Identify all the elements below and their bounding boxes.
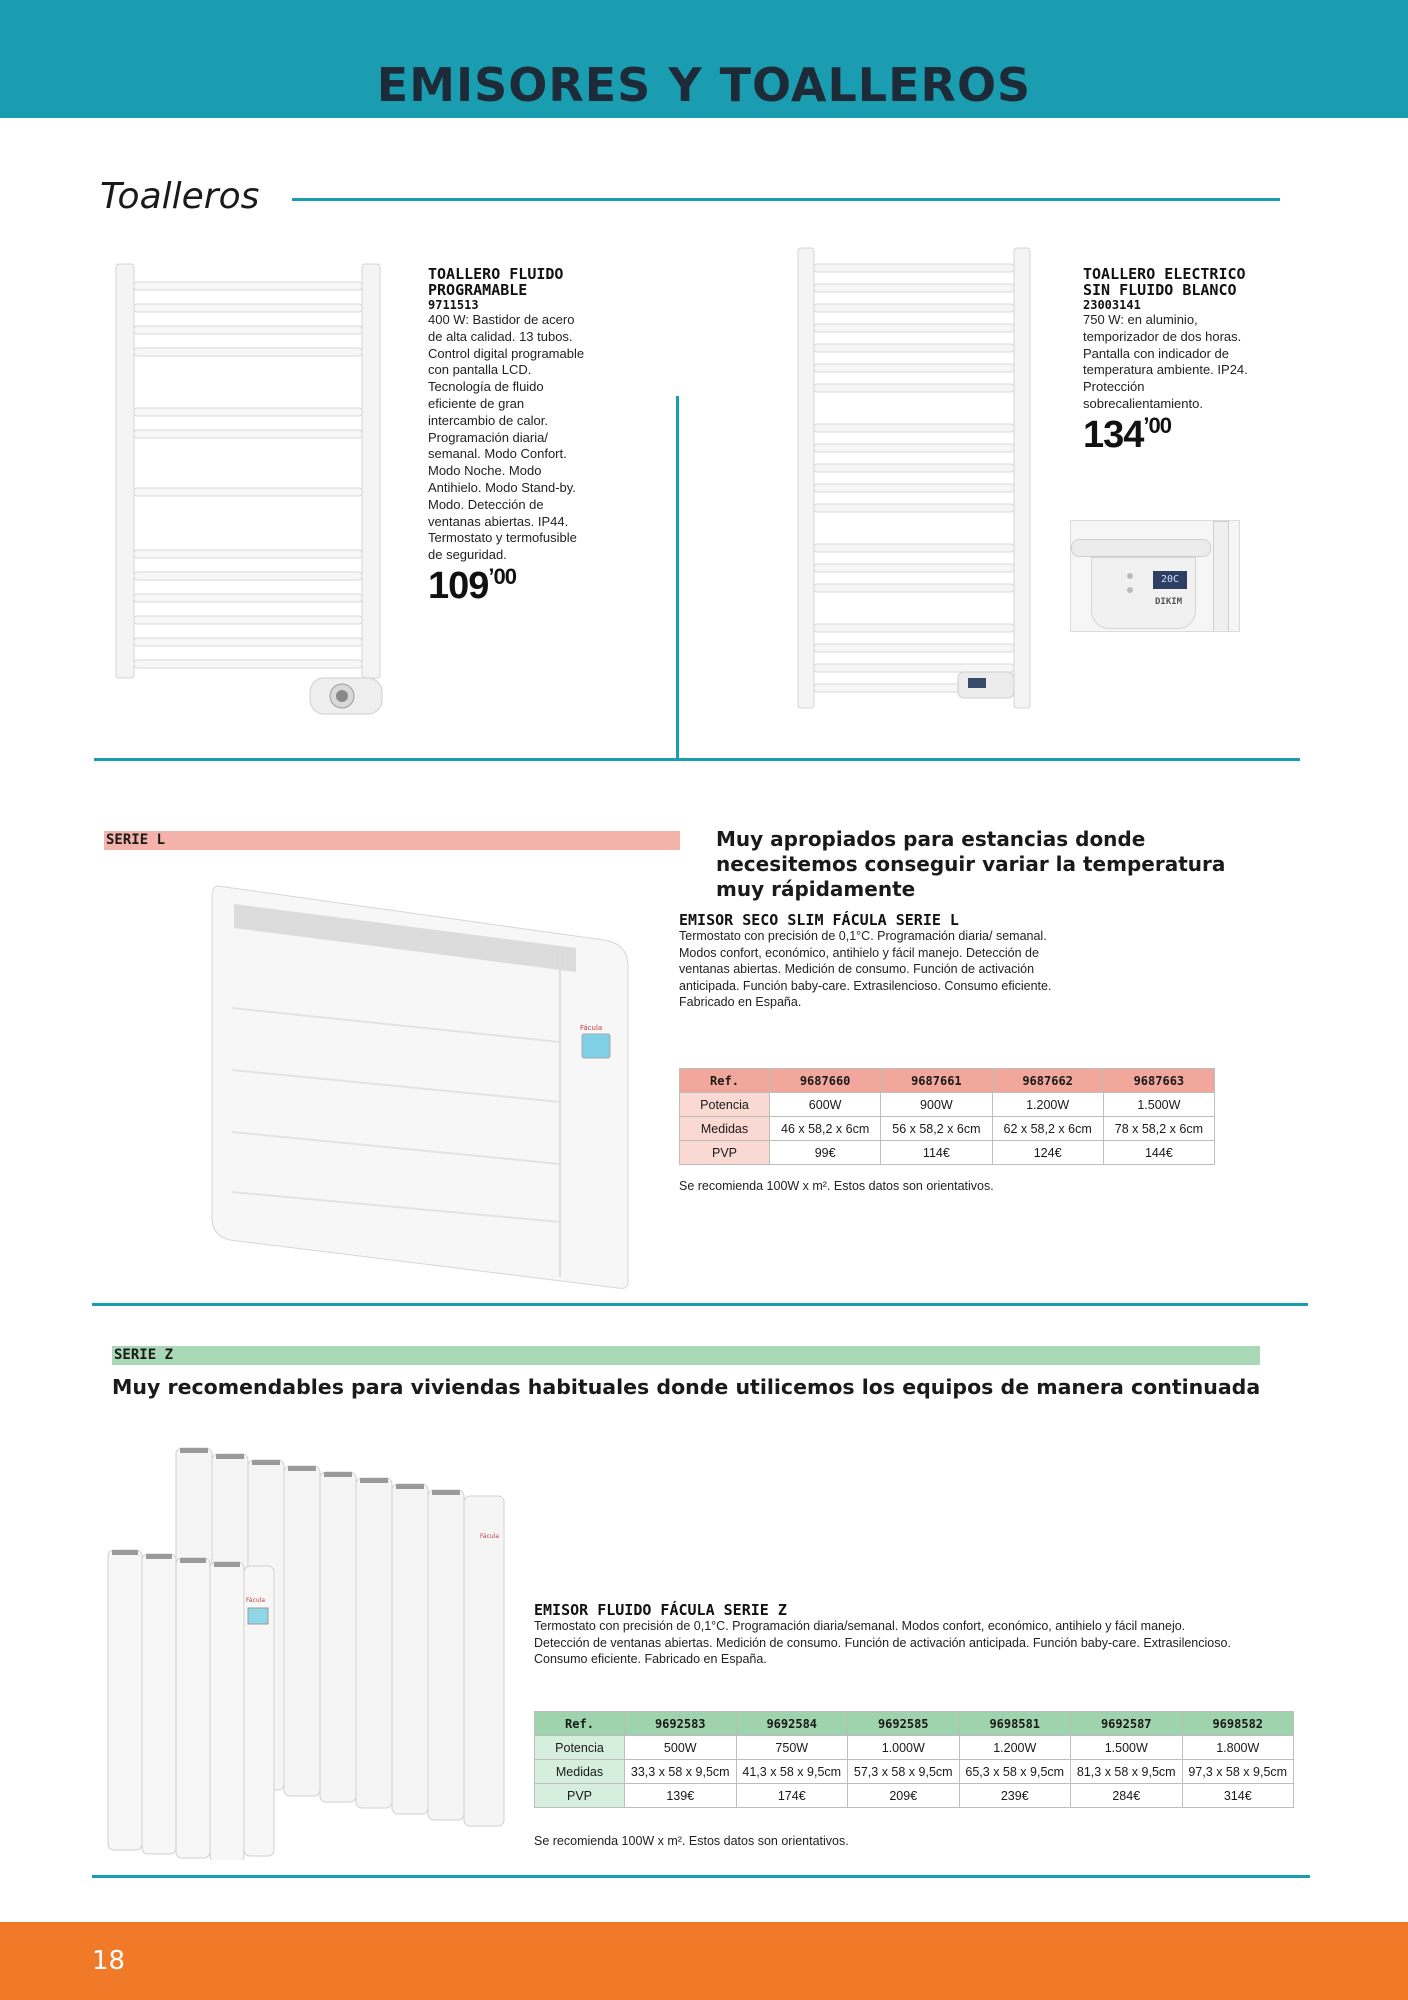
table-header-row — [535, 1712, 1294, 1736]
price-decimals: ’00 — [488, 563, 516, 589]
serie-l-bar — [104, 831, 680, 850]
table-header-row — [680, 1069, 1215, 1093]
page-header — [0, 0, 1408, 118]
towel-rail-electric-image — [792, 244, 1042, 714]
section-divider — [92, 1303, 1308, 1306]
serie-l-spec-table — [679, 1068, 1215, 1165]
table-cell: 9687661 — [881, 1069, 992, 1093]
table-cell: Medidas — [680, 1117, 770, 1141]
table-cell: 9687662 — [992, 1069, 1103, 1093]
controller-brand: DIKIM — [1155, 597, 1183, 607]
table-row — [535, 1784, 1294, 1808]
price-decimals: ’00 — [1143, 412, 1171, 438]
table-cell: 239€ — [959, 1784, 1071, 1808]
table-row — [680, 1117, 1215, 1141]
table-cell: 62 x 58,2 x 6cm — [992, 1117, 1103, 1141]
table-cell: 144€ — [1103, 1141, 1214, 1165]
section-divider — [292, 198, 1280, 201]
table-cell: 900W — [881, 1093, 992, 1117]
table-cell: 99€ — [770, 1141, 881, 1165]
serie-z-note: Se recomienda 100W x m². Estos datos son orientativos. — [534, 1834, 849, 1848]
product-price — [428, 564, 588, 608]
table-cell: 1.500W — [1071, 1736, 1183, 1760]
table-cell: 78 x 58,2 x 6cm — [1103, 1117, 1214, 1141]
brand-logo: Fácula — [246, 1597, 266, 1604]
emisor-serie-z-image — [100, 1440, 530, 1860]
serie-z-product — [534, 1602, 1234, 1668]
serie-z-spec-table — [534, 1711, 1294, 1808]
table-cell: 65,3 x 58 x 9,5cm — [959, 1760, 1071, 1784]
table-cell: Medidas — [535, 1760, 625, 1784]
table-cell: 209€ — [848, 1784, 960, 1808]
table-cell: 1.000W — [848, 1736, 960, 1760]
product-description: 750 W: en aluminio, temporizador de dos horas. Pantalla con indicador de temperatura ambiente. IP24. Protección sobrecalientamiento. — [1083, 312, 1248, 411]
serie-l-product — [679, 912, 1059, 1011]
table-cell: 41,3 x 58 x 9,5cm — [736, 1760, 848, 1784]
product-description: Termostato con precisión de 0,1°C. Programación diaria/semanal. Modos confort, económico, antihielo y fácil manejo. Detección de ventanas abiertas. Medición de consumo. Función de activación anticipada. Función baby-care. Extrasilencioso. Consumo eficiente. Fabricado en España. — [534, 1619, 1231, 1666]
table-cell: 174€ — [736, 1784, 848, 1808]
section-divider — [92, 1875, 1310, 1878]
table-cell: 600W — [770, 1093, 881, 1117]
serie-z-lead: Muy recomendables para viviendas habituales donde utilicemos los equipos de manera continuada — [112, 1375, 1261, 1399]
table-cell: 56 x 58,2 x 6cm — [881, 1117, 992, 1141]
brand-logo: Fácula — [580, 1024, 603, 1032]
table-cell: 46 x 58,2 x 6cm — [770, 1117, 881, 1141]
table-cell: Ref. — [680, 1069, 770, 1093]
product-description: Termostato con precisión de 0,1°C. Programación diaria/ semanal. Modos confort, económico, antihielo y fácil manejo. Detección de ventanas abiertas. Medición de consumo. Función de activación anticipada. Función baby-care. Extrasilencioso. Consumo eficiente. Fabricado en España. — [679, 929, 1052, 1009]
price-integer: 134 — [1083, 413, 1144, 456]
product-name: TOALLERO FLUIDO PROGRAMABLE — [428, 265, 564, 299]
product-towel-rail-fluid — [428, 266, 588, 608]
page-footer — [0, 1922, 1408, 2000]
table-row — [680, 1093, 1215, 1117]
table-row — [535, 1736, 1294, 1760]
table-cell: 124€ — [992, 1141, 1103, 1165]
table-cell: Ref. — [535, 1712, 625, 1736]
table-cell: 1.500W — [1103, 1093, 1214, 1117]
table-cell: 33,3 x 58 x 9,5cm — [625, 1760, 737, 1784]
table-cell: 57,3 x 58 x 9,5cm — [848, 1760, 960, 1784]
table-cell: 9692583 — [625, 1712, 737, 1736]
controller-closeup-image — [1070, 520, 1240, 632]
table-row — [535, 1760, 1294, 1784]
table-cell: 97,3 x 58 x 9,5cm — [1182, 1760, 1294, 1784]
page-number: 18 — [92, 1946, 126, 1976]
brand-logo-large: Fácula — [480, 1533, 500, 1540]
table-cell: 81,3 x 58 x 9,5cm — [1071, 1760, 1183, 1784]
section-divider — [94, 758, 1300, 761]
product-ref: 23003141 — [1083, 298, 1141, 312]
towel-rail-image — [110, 260, 390, 720]
table-cell: 9698581 — [959, 1712, 1071, 1736]
serie-l-lead: Muy apropiados para estancias donde necesitemos conseguir variar la temperatura muy rápidamente — [716, 827, 1226, 901]
section-title-toalleros: Toalleros — [100, 176, 260, 217]
table-cell: PVP — [680, 1141, 770, 1165]
table-cell: Potencia — [535, 1736, 625, 1760]
product-description: 400 W: Bastidor de acero de alta calidad. 13 tubos. Control digital programable con pantalla LCD. Tecnología de fluido eficiente de gran intercambio de calor. Programación diaria/ semanal. Modo Confort. Modo Noche. Modo Antihielo. Modo Stand-by. Modo. Detección de ventanas abiertas. IP44. Termostato y termofusible de seguridad. — [428, 312, 585, 563]
table-cell: 139€ — [625, 1784, 737, 1808]
table-row — [680, 1141, 1215, 1165]
product-price — [1083, 413, 1251, 457]
table-cell: Potencia — [680, 1093, 770, 1117]
table-cell: 9692587 — [1071, 1712, 1183, 1736]
product-ref: 9711513 — [428, 298, 479, 312]
table-cell: 314€ — [1182, 1784, 1294, 1808]
serie-l-label: SERIE L — [106, 832, 166, 848]
table-cell: 750W — [736, 1736, 848, 1760]
table-cell: 9692584 — [736, 1712, 848, 1736]
table-cell: 500W — [625, 1736, 737, 1760]
table-cell: 9698582 — [1182, 1712, 1294, 1736]
table-cell: 1.200W — [992, 1093, 1103, 1117]
product-name: TOALLERO ELECTRICO SIN FLUIDO BLANCO — [1083, 265, 1246, 299]
page-title: EMISORES Y TOALLEROS — [376, 58, 1032, 112]
serie-z-label: SERIE Z — [114, 1347, 174, 1363]
table-cell: 284€ — [1071, 1784, 1183, 1808]
table-cell: PVP — [535, 1784, 625, 1808]
controller-display: 20C — [1153, 571, 1187, 589]
table-cell: 1.800W — [1182, 1736, 1294, 1760]
emisor-serie-l-image — [204, 882, 634, 1292]
table-cell: 9687660 — [770, 1069, 881, 1093]
serie-l-note: Se recomienda 100W x m². Estos datos son orientativos. — [679, 1179, 994, 1193]
product-name: EMISOR SECO SLIM FÁCULA SERIE L — [679, 911, 959, 929]
table-cell: 114€ — [881, 1141, 992, 1165]
product-towel-rail-electric — [1083, 266, 1251, 457]
serie-z-bar — [112, 1346, 1260, 1365]
table-cell: 9692585 — [848, 1712, 960, 1736]
price-integer: 109 — [428, 564, 489, 607]
table-cell: 9687663 — [1103, 1069, 1214, 1093]
product-name: EMISOR FLUIDO FÁCULA SERIE Z — [534, 1601, 787, 1619]
vertical-divider — [676, 396, 679, 760]
table-cell: 1.200W — [959, 1736, 1071, 1760]
